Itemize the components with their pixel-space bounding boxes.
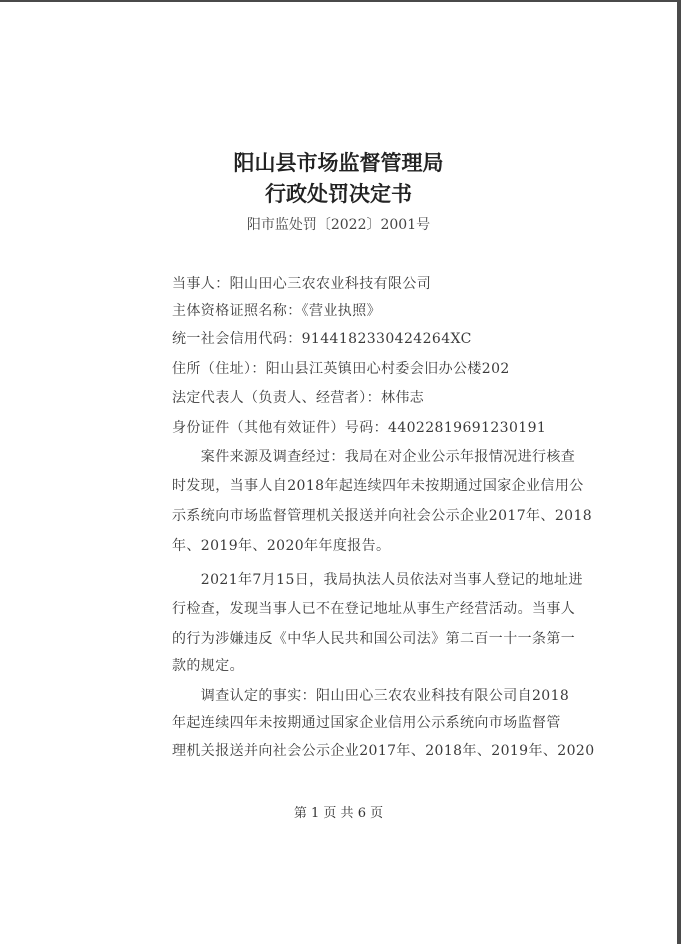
id-number: 身份证件（其他有效证件）号码：44022819691230191 xyxy=(172,420,547,436)
address: 住所（住址）：阳山县江英镇田心村委会旧办公楼202 xyxy=(172,361,510,377)
paragraph-line: 2021年7月15日，我局执法人员依法对当事人登记的地址进 xyxy=(172,572,583,588)
paragraph-line: 款的规定。 xyxy=(172,658,244,674)
party-name: 当事人：阳山田心三农农业科技有限公司 xyxy=(172,276,432,292)
credit-code: 统一社会信用代码：9144182330424264XC xyxy=(172,331,472,347)
paragraph-line: 时发现，当事人自2018年起连续四年未按期通过国家企业信用公 xyxy=(172,478,584,494)
document-title-agency: 阳山县市场监督管理局 xyxy=(233,150,444,175)
paragraph-line: 的行为涉嫌违反《中华人民共和国公司法》第二百一十一条第一 xyxy=(172,631,576,647)
paragraph-line: 理机关报送并向社会公示企业2017年、2018年、2019年、2020 xyxy=(172,743,595,759)
paragraph-line: 年起连续四年未按期通过国家企业信用公示系统向市场监督管 xyxy=(172,715,561,731)
license-name: 主体资格证照名称：《营业执照》 xyxy=(172,303,381,319)
document-page xyxy=(0,2,677,944)
document-number: 阳市监处罚〔2022〕2001号 xyxy=(246,217,431,233)
paragraph-line: 示系统向市场监督管理机关报送并向社会公示企业2017年、2018 xyxy=(172,508,593,524)
paragraph-line: 调查认定的事实：阳山田心三农农业科技有限公司自2018 xyxy=(172,688,570,704)
page-footer: 第 1 页 共 6 页 xyxy=(293,806,384,821)
paragraph-line: 行检查，发现当事人已不在登记地址从事生产经营活动。当事人 xyxy=(172,601,576,617)
document-title-type: 行政处罚决定书 xyxy=(265,181,412,206)
paragraph-line: 年、2019年、2020年年度报告。 xyxy=(172,538,391,554)
paragraph-line: 案件来源及调查经过：我局在对企业公示年报情况进行核查 xyxy=(172,449,576,465)
legal-representative: 法定代表人（负责人、经营者）：林伟志 xyxy=(172,390,425,406)
